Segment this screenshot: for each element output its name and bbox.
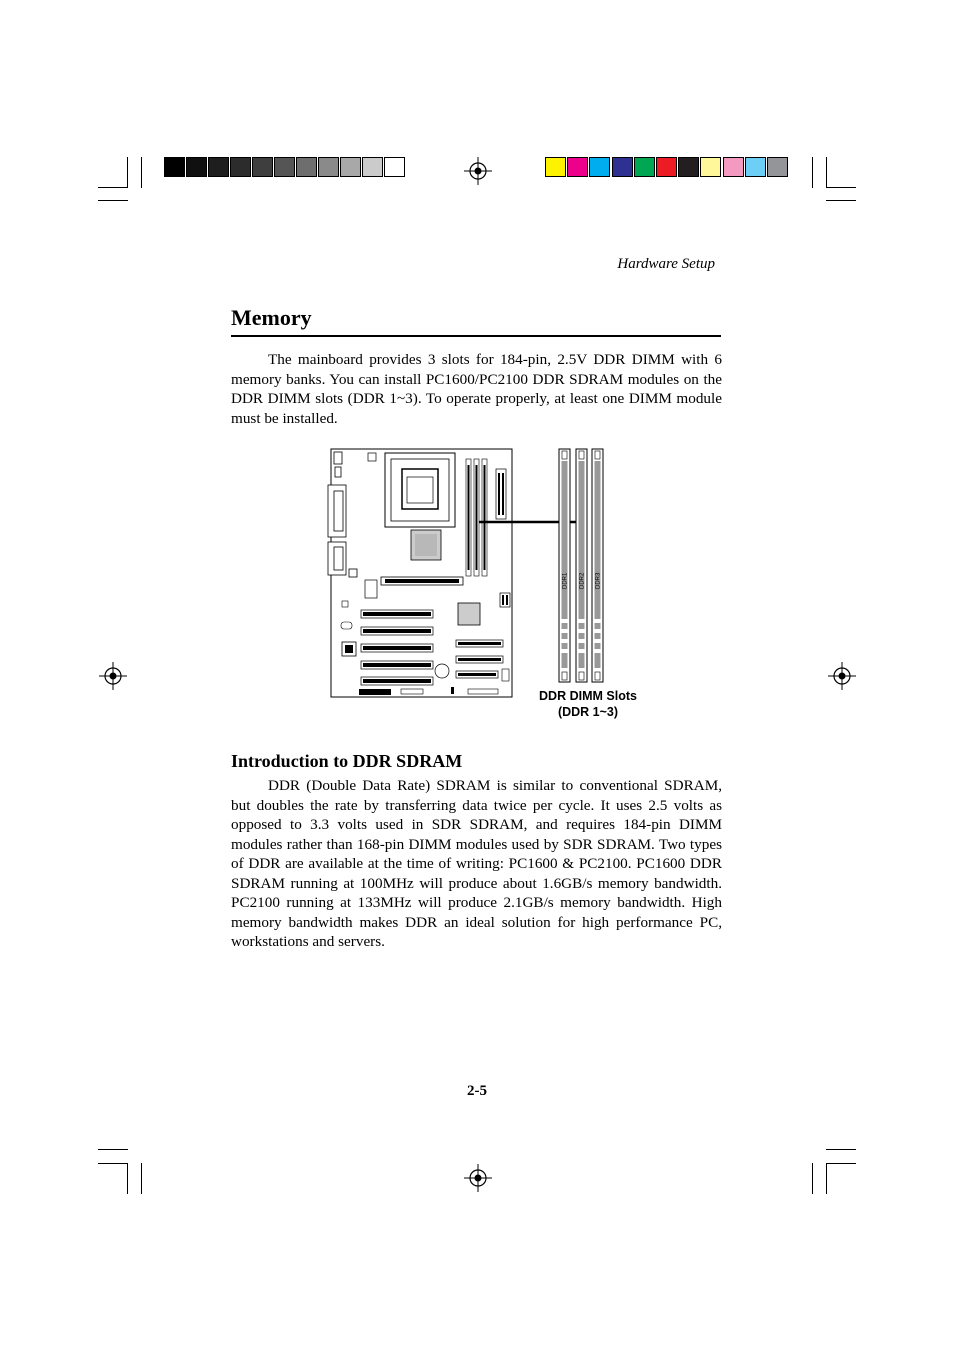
ddr-paragraph: DDR (Double Data Rate) SDRAM is similar to conventional SDRAM, but doubles the rate by transferring data twice per cycle. It uses 2.5 volts as opposed to 3.3 volts used in SDR SDRAM, and requires 184-pin DIMM modules rather than 168-pin DIMM modules used by SDR SDRAM. Two types of DDR are available at the time of writing: PC1600 & PC2100. PC1600 DDR SDRAM running at 100MHz will produce about 1.6GB/s memory bandwidth. PC2100 running at 133MHz will produce 2.1GB/s memory bandwidth. High memory bandwidth makes DDR an ideal solution for high performance PC, workstations and servers. (231, 777, 722, 950)
color-swatch (656, 157, 677, 177)
color-swatch (767, 157, 788, 177)
intro-paragraph: The mainboard provides 3 slots for 184-pin, 2.5V DDR DIMM with 6 memory banks. You can install PC1600/PC2100 DDR SDRAM modules on the DDR DIMM slots (DDR 1~3). To operate properly, at least one DIMM module must be installed. (231, 351, 722, 427)
color-swatch (589, 157, 610, 177)
motherboard-layout-figure (325, 447, 655, 703)
color-swatch (545, 157, 566, 177)
gray-swatch (296, 157, 317, 177)
running-header: Hardware Setup (617, 256, 715, 272)
color-swatch (634, 157, 655, 177)
color-swatch (700, 157, 721, 177)
color-swatch (678, 157, 699, 177)
ddr1-label: DDR1 (562, 572, 569, 589)
registration-mark-bottom (464, 1164, 492, 1192)
title-rule (231, 335, 721, 337)
ddr2-label: DDR2 (579, 572, 586, 589)
ddr-slot-3 (592, 449, 603, 682)
gray-swatch (230, 157, 251, 177)
gray-swatch (186, 157, 207, 177)
ddr-slot-2 (576, 449, 587, 682)
gray-swatch (252, 157, 273, 177)
subsection-title: Introduction to DDR SDRAM (231, 751, 463, 771)
gray-swatch (274, 157, 295, 177)
gray-swatch (318, 157, 339, 177)
gray-swatch (164, 157, 185, 177)
figure-caption (528, 688, 648, 720)
color-swatch (745, 157, 766, 177)
ddr3-label: DDR3 (595, 572, 602, 589)
page-number: 2-5 (467, 1083, 487, 1099)
figure-caption-line2: (DDR 1~3) (557, 705, 619, 719)
gray-swatch (208, 157, 229, 177)
figure-caption-line1: DDR DIMM Slots (539, 689, 637, 703)
color-swatch (612, 157, 633, 177)
gray-swatch (384, 157, 405, 177)
gray-swatch (362, 157, 383, 177)
registration-mark-right (828, 662, 856, 690)
registration-mark-top (464, 157, 492, 185)
ddr-slot-1 (559, 449, 570, 682)
registration-mark-left (99, 662, 127, 690)
color-swatch (723, 157, 744, 177)
color-swatch (567, 157, 588, 177)
gray-swatch (340, 157, 361, 177)
section-title: Memory (231, 305, 312, 330)
southbridge-chip (458, 603, 480, 625)
